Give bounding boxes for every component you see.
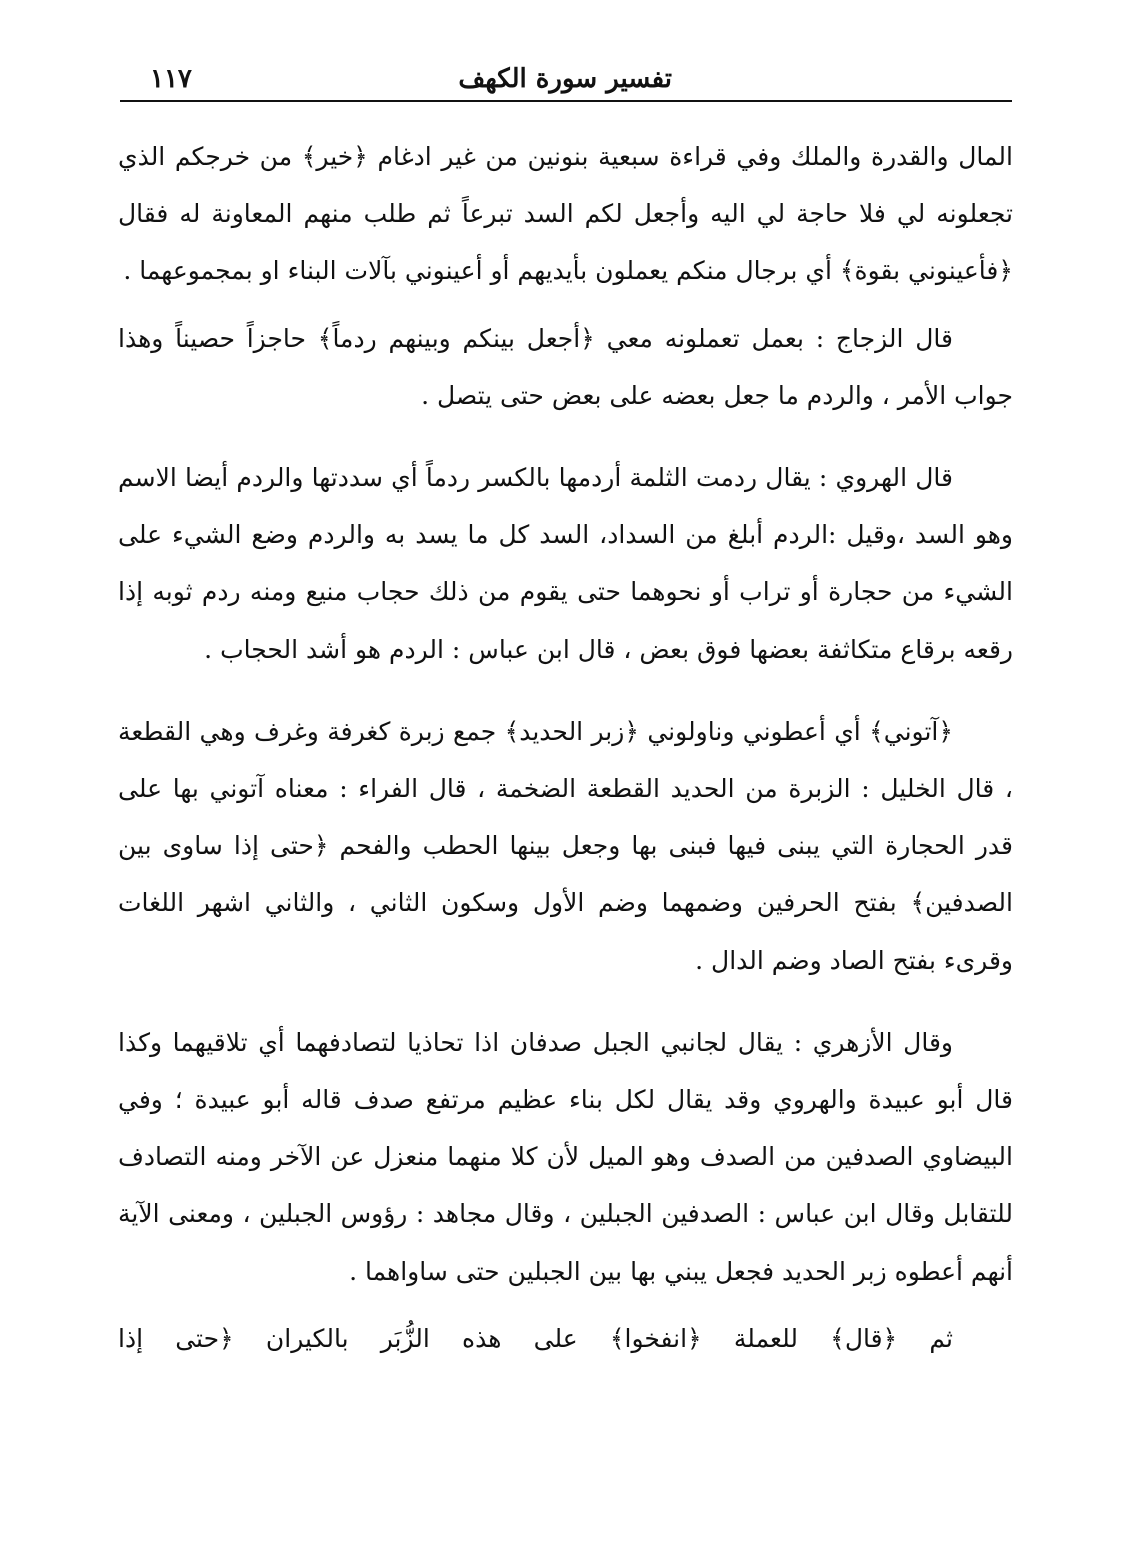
paragraph: قال الهروي : يقال ردمت الثلمة أردمها بالكسر ردماً أي سددتها والردم أيضا الاسم وهو السد ،وقيل :الردم أبلغ من السداد، السد كل ما يسد به والردم وضع الشيء على الشيء من حجارة أو تراب أو نحوهما حتى يقوم من ذلك حجاب منيع ومنه ردم ثوبه إذا رقعه برقاع متكاثفة بعضها فوق بعض ، قال ابن عباس : الردم هو أشد الحجاب . — [118, 463, 1013, 664]
paragraph: المال والقدرة والملك وفي قراءة سبعية بنونين من غير ادغام ﴿خير﴾ من خرجكم الذي تجعلونه لي فلا حاجة لي اليه وأجعل لكم السد تبرعاً ثم طلب منهم المعاونة له فقال ﴿فأعينوني بقوة﴾ أي برجال منكم يعملون بأيديهم أو أعينوني بآلات البناء او بمجموعهما . — [118, 142, 1013, 286]
paragraph: وقال الأزهري : يقال لجانبي الجبل صدفان اذا تحاذيا لتصادفهما أي تلاقيهما وكذا قال أبو عبيدة والهروي وقد يقال لكل بناء عظيم مرتفع صدف قاله أبو عبيدة ؛ وفي البيضاوي الصدفين من الصدف وهو الميل لأن كلا منهما منعزل عن الآخر ومنه التصادف للتقابل وقال ابن عباس : الصدفين الجبلين ، وقال مجاهد : رؤوس الجبلين ، ومعنى الآية أنهم أعطوه زبر الحديد فجعل يبني بها بين الجبلين حتى ساواهما . — [118, 1027, 1013, 1286]
header-divider — [120, 100, 1012, 102]
paragraph: قال الزجاج : بعمل تعملونه معي ﴿أجعل بينكم وبينهم ردماً﴾ حاجزاً حصيناً وهذا جواب الأمر ، والردم ما جعل بعضه على بعض حتى يتصل . — [118, 323, 1013, 410]
body-text — [118, 128, 1013, 1367]
paragraph: ثم ﴿قال﴾ للعملة ﴿انفخوا﴾ على هذه الزُّبَر بالكيران ﴿حتى إذا — [118, 1323, 953, 1353]
page-number: ١١٧ — [150, 64, 192, 94]
running-header — [120, 58, 1012, 98]
header-title: تفسير سورة الكهف — [458, 64, 672, 94]
paragraph: ﴿آتوني﴾ أي أعطوني وناولوني ﴿زبر الحديد﴾ جمع زبرة كغرفة وغرف وهي القطعة ، قال الخليل : الزبرة من الحديد القطعة الضخمة ، قال الفراء : معناه آتوني بها على قدر الحجارة التي يبنى فيها فبنى بها وجعل بينها الحطب والفحم ﴿حتى إذا ساوى بين الصدفين﴾ بفتح الحرفين وضمهما وضم الأول وسكون الثاني ، والثاني اشهر اللغات وقرىء بفتح الصاد وضم الدال . — [118, 716, 1013, 975]
